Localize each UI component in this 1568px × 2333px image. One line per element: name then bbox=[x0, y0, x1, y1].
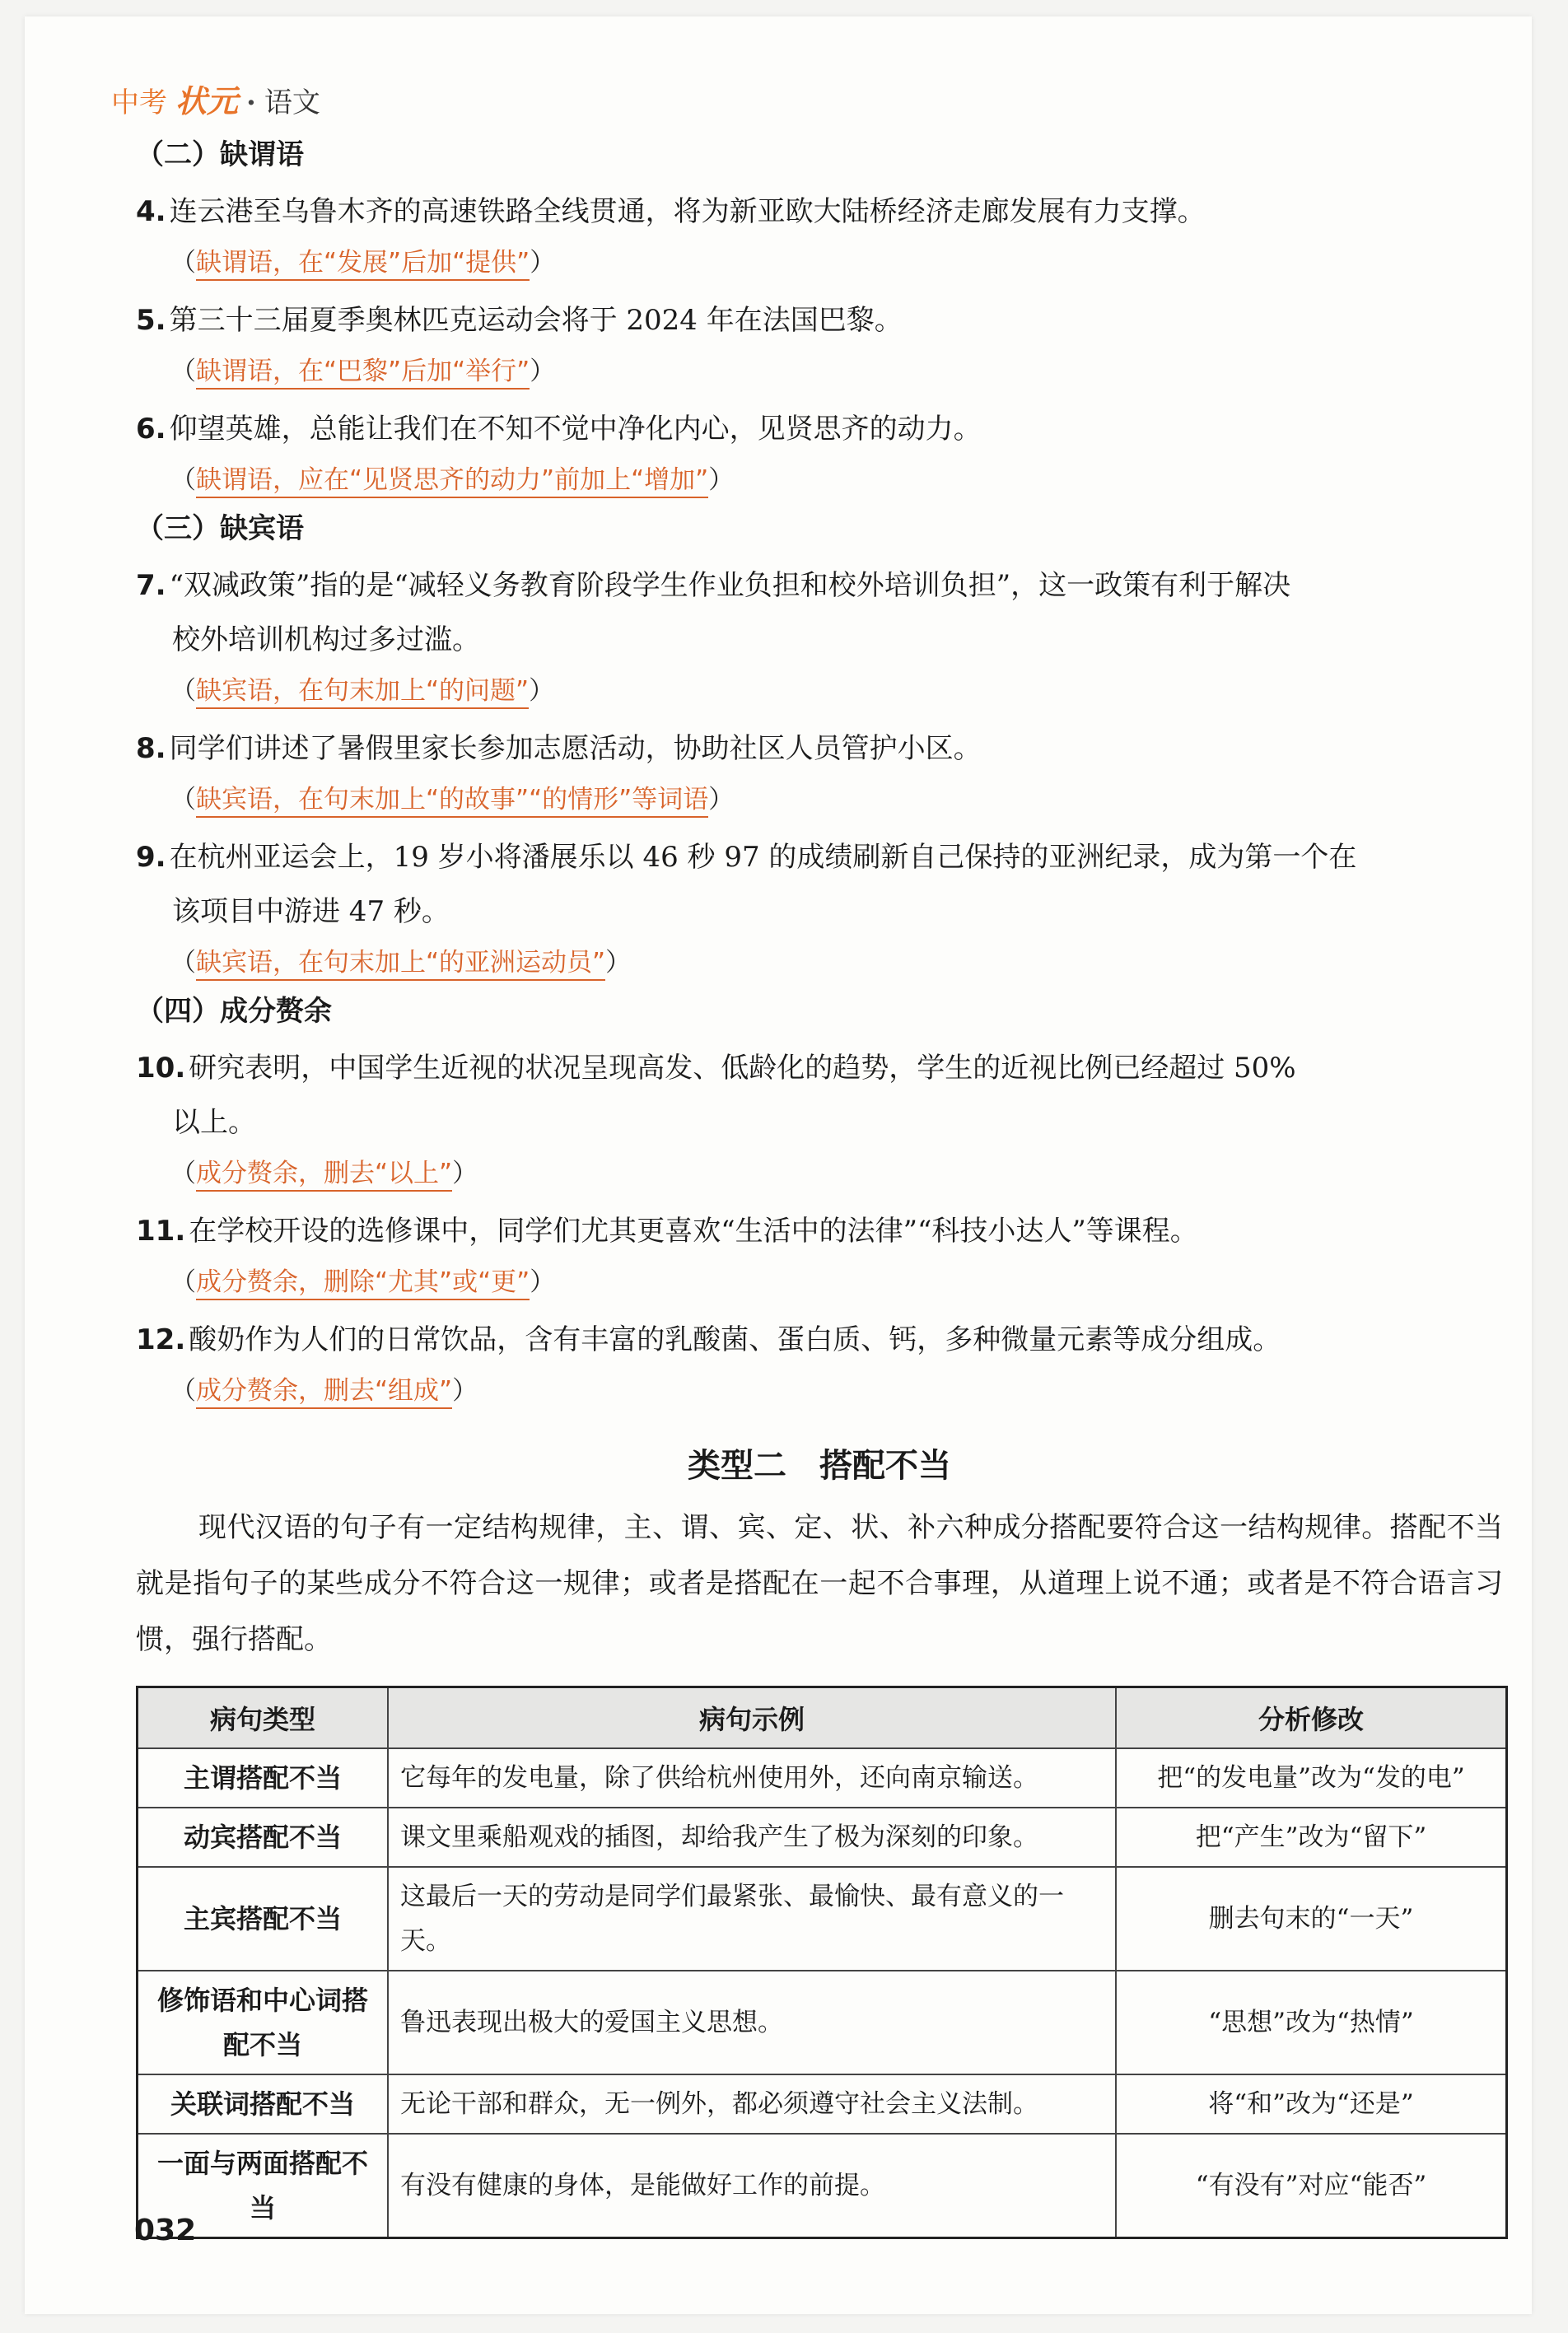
question-text: 研究表明，中国学生近视的状况呈现高发、低龄化的趋势，学生的近视比例已经超过 50% bbox=[189, 1052, 1296, 1085]
question-item bbox=[136, 402, 1503, 456]
question-item bbox=[136, 1041, 1503, 1150]
table-cell-example: 它每年的发电量，除了供给杭州使用外，还向南京输送。 bbox=[388, 1748, 1116, 1808]
question-text-continued: 该项目中游进 47 秒。 bbox=[172, 895, 450, 928]
column-header: 病句类型 bbox=[138, 1687, 389, 1749]
question-item bbox=[136, 830, 1503, 939]
question-number: 6. bbox=[136, 413, 166, 446]
table-header-row bbox=[138, 1687, 1507, 1749]
question-text: 酸奶作为人们的日常饮品，含有丰富的乳酸菌、蛋白质、钙，多种微量元素等成分组成。 bbox=[189, 1323, 1281, 1356]
answer-line: （成分赘余，删除“尤其”或“更”） bbox=[170, 1258, 1503, 1306]
page-header bbox=[111, 76, 320, 121]
column-header: 分析修改 bbox=[1116, 1687, 1507, 1749]
answer-line: （成分赘余，删去“以上”） bbox=[170, 1150, 1503, 1197]
answer-line: （缺谓语，在“巴黎”后加“举行”） bbox=[170, 348, 1503, 395]
question-number: 10. bbox=[136, 1052, 186, 1085]
answer-text: 缺宾语，在句末加上“的问题” bbox=[196, 676, 529, 709]
answer-line: （缺宾语，在句末加上“的问题”） bbox=[170, 667, 1503, 715]
question-number: 5. bbox=[136, 304, 166, 337]
section-title: （二）缺谓语 bbox=[136, 138, 304, 171]
table-row bbox=[138, 2134, 1507, 2238]
question-text: “双减政策”指的是“减轻义务教育阶段学生作业负担和校外培训负担”，这一政策有利于解决 bbox=[169, 569, 1291, 602]
type-heading: 类型二 搭配不当 bbox=[688, 1447, 951, 1485]
question-item bbox=[136, 558, 1503, 667]
section-title: （三）缺宾语 bbox=[136, 512, 304, 545]
table-cell-example: 课文里乘船观戏的插图，却给我产生了极为深刻的印象。 bbox=[388, 1808, 1116, 1867]
table-cell-fix: 删去句末的“一天” bbox=[1116, 1867, 1507, 1971]
question-text: 同学们讲述了暑假里家长参加志愿活动，协助社区人员管护小区。 bbox=[169, 732, 982, 765]
column-header: 病句示例 bbox=[388, 1687, 1116, 1749]
answer-text: 成分赘余，删去“组成” bbox=[196, 1376, 452, 1409]
table-cell-type: 主谓搭配不当 bbox=[138, 1748, 389, 1808]
table-cell-example: 有没有健康的身体，是能做好工作的前提。 bbox=[388, 2134, 1116, 2238]
question-number: 7. bbox=[136, 569, 166, 602]
table-row bbox=[138, 2074, 1507, 2134]
table-row bbox=[138, 1867, 1507, 1971]
question-text: 仰望英雄，总能让我们在不知不觉中净化内心，见贤思齐的动力。 bbox=[169, 413, 982, 446]
table-cell-example: 无论干部和群众，无一例外，都必须遵守社会主义法制。 bbox=[388, 2074, 1116, 2134]
question-number: 11. bbox=[136, 1215, 186, 1248]
main-content bbox=[136, 132, 1503, 2239]
answer-text: 缺谓语，在“发展”后加“提供” bbox=[196, 248, 530, 281]
question-text: 在杭州亚运会上，19 岁小将潘展乐以 46 秒 97 的成绩刷新自己保持的亚洲纪录，成为第一个在 bbox=[169, 841, 1357, 874]
table-row bbox=[138, 1971, 1507, 2074]
answer-text: 成分赘余，删除“尤其”或“更” bbox=[196, 1267, 530, 1300]
table-cell-fix: “有没有”对应“能否” bbox=[1116, 2134, 1507, 2238]
question-item bbox=[136, 184, 1503, 239]
question-text-continued: 以上。 bbox=[172, 1106, 256, 1139]
table-cell-example: 鲁迅表现出极大的爱国主义思想。 bbox=[388, 1971, 1116, 2074]
subject-label: 语文 bbox=[264, 86, 320, 119]
table-cell-fix: “思想”改为“热情” bbox=[1116, 1971, 1507, 2074]
table-cell-type: 关联词搭配不当 bbox=[138, 2074, 389, 2134]
question-text: 第三十三届夏季奥林匹克运动会将于 2024 年在法国巴黎。 bbox=[169, 304, 903, 337]
answer-text: 缺宾语，在句末加上“的故事”“的情形”等词语 bbox=[196, 785, 708, 818]
table-cell-fix: 把“的发电量”改为“发的电” bbox=[1116, 1748, 1507, 1808]
table-cell-fix: 将“和”改为“还是” bbox=[1116, 2074, 1507, 2134]
section-title: （四）成分赘余 bbox=[136, 995, 332, 1028]
brand-prefix: 中考 bbox=[111, 86, 167, 119]
question-number: 8. bbox=[136, 732, 166, 765]
answer-line: （缺宾语，在句末加上“的亚洲运动员”） bbox=[170, 939, 1503, 987]
answer-line: （成分赘余，删去“组成”） bbox=[170, 1367, 1503, 1415]
table-row bbox=[138, 1808, 1507, 1867]
table-row bbox=[138, 1748, 1507, 1808]
answer-text: 缺谓语，应在“见贤思齐的动力”前加上“增加” bbox=[196, 465, 708, 498]
answer-text: 缺宾语，在句末加上“的亚洲运动员” bbox=[196, 948, 605, 981]
table-cell-example: 这最后一天的劳动是同学们最紧张、最愉快、最有意义的一天。 bbox=[388, 1867, 1116, 1971]
table-cell-type: 一面与两面搭配不当 bbox=[138, 2134, 389, 2238]
answer-text: 成分赘余，删去“以上” bbox=[196, 1159, 452, 1192]
header-separator: · bbox=[246, 86, 256, 119]
page-number: 032 bbox=[134, 2214, 197, 2247]
error-type-table bbox=[136, 1686, 1508, 2239]
question-text: 在学校开设的选修课中，同学们尤其更喜欢“生活中的法律”“科技小达人”等课程。 bbox=[189, 1215, 1198, 1248]
intro-paragraph: 现代汉语的句子有一定结构规律，主、谓、宾、定、状、补六种成分搭配要符合这一结构规律。搭配不当就是指句子的某些成分不符合这一规律；或者是搭配在一起不合事理，从道理上说不通；或者是不符合语言习惯，强行搭配。 bbox=[136, 1511, 1503, 1656]
question-text: 连云港至乌鲁木齐的高速铁路全线贯通，将为新亚欧大陆桥经济走廊发展有力支撑。 bbox=[169, 195, 1206, 228]
answer-text: 缺谓语，在“巴黎”后加“举行” bbox=[196, 357, 530, 390]
answer-line: （缺谓语，在“发展”后加“提供”） bbox=[170, 239, 1503, 287]
question-number: 4. bbox=[136, 195, 166, 228]
question-number: 9. bbox=[136, 841, 166, 874]
question-item bbox=[136, 1313, 1503, 1367]
table-cell-fix: 把“产生”改为“留下” bbox=[1116, 1808, 1507, 1867]
brand-logo-text: 状元 bbox=[175, 83, 239, 119]
question-item bbox=[136, 293, 1503, 348]
question-number: 12. bbox=[136, 1323, 186, 1356]
question-item bbox=[136, 1204, 1503, 1258]
question-item bbox=[136, 721, 1503, 776]
table-cell-type: 修饰语和中心词搭配不当 bbox=[138, 1971, 389, 2074]
table-cell-type: 主宾搭配不当 bbox=[138, 1867, 389, 1971]
table-cell-type: 动宾搭配不当 bbox=[138, 1808, 389, 1867]
question-text-continued: 校外培训机构过多过滥。 bbox=[172, 623, 480, 656]
answer-line: （缺宾语，在句末加上“的故事”“的情形”等词语） bbox=[170, 776, 1503, 824]
answer-line: （缺谓语，应在“见贤思齐的动力”前加上“增加”） bbox=[170, 456, 1503, 504]
